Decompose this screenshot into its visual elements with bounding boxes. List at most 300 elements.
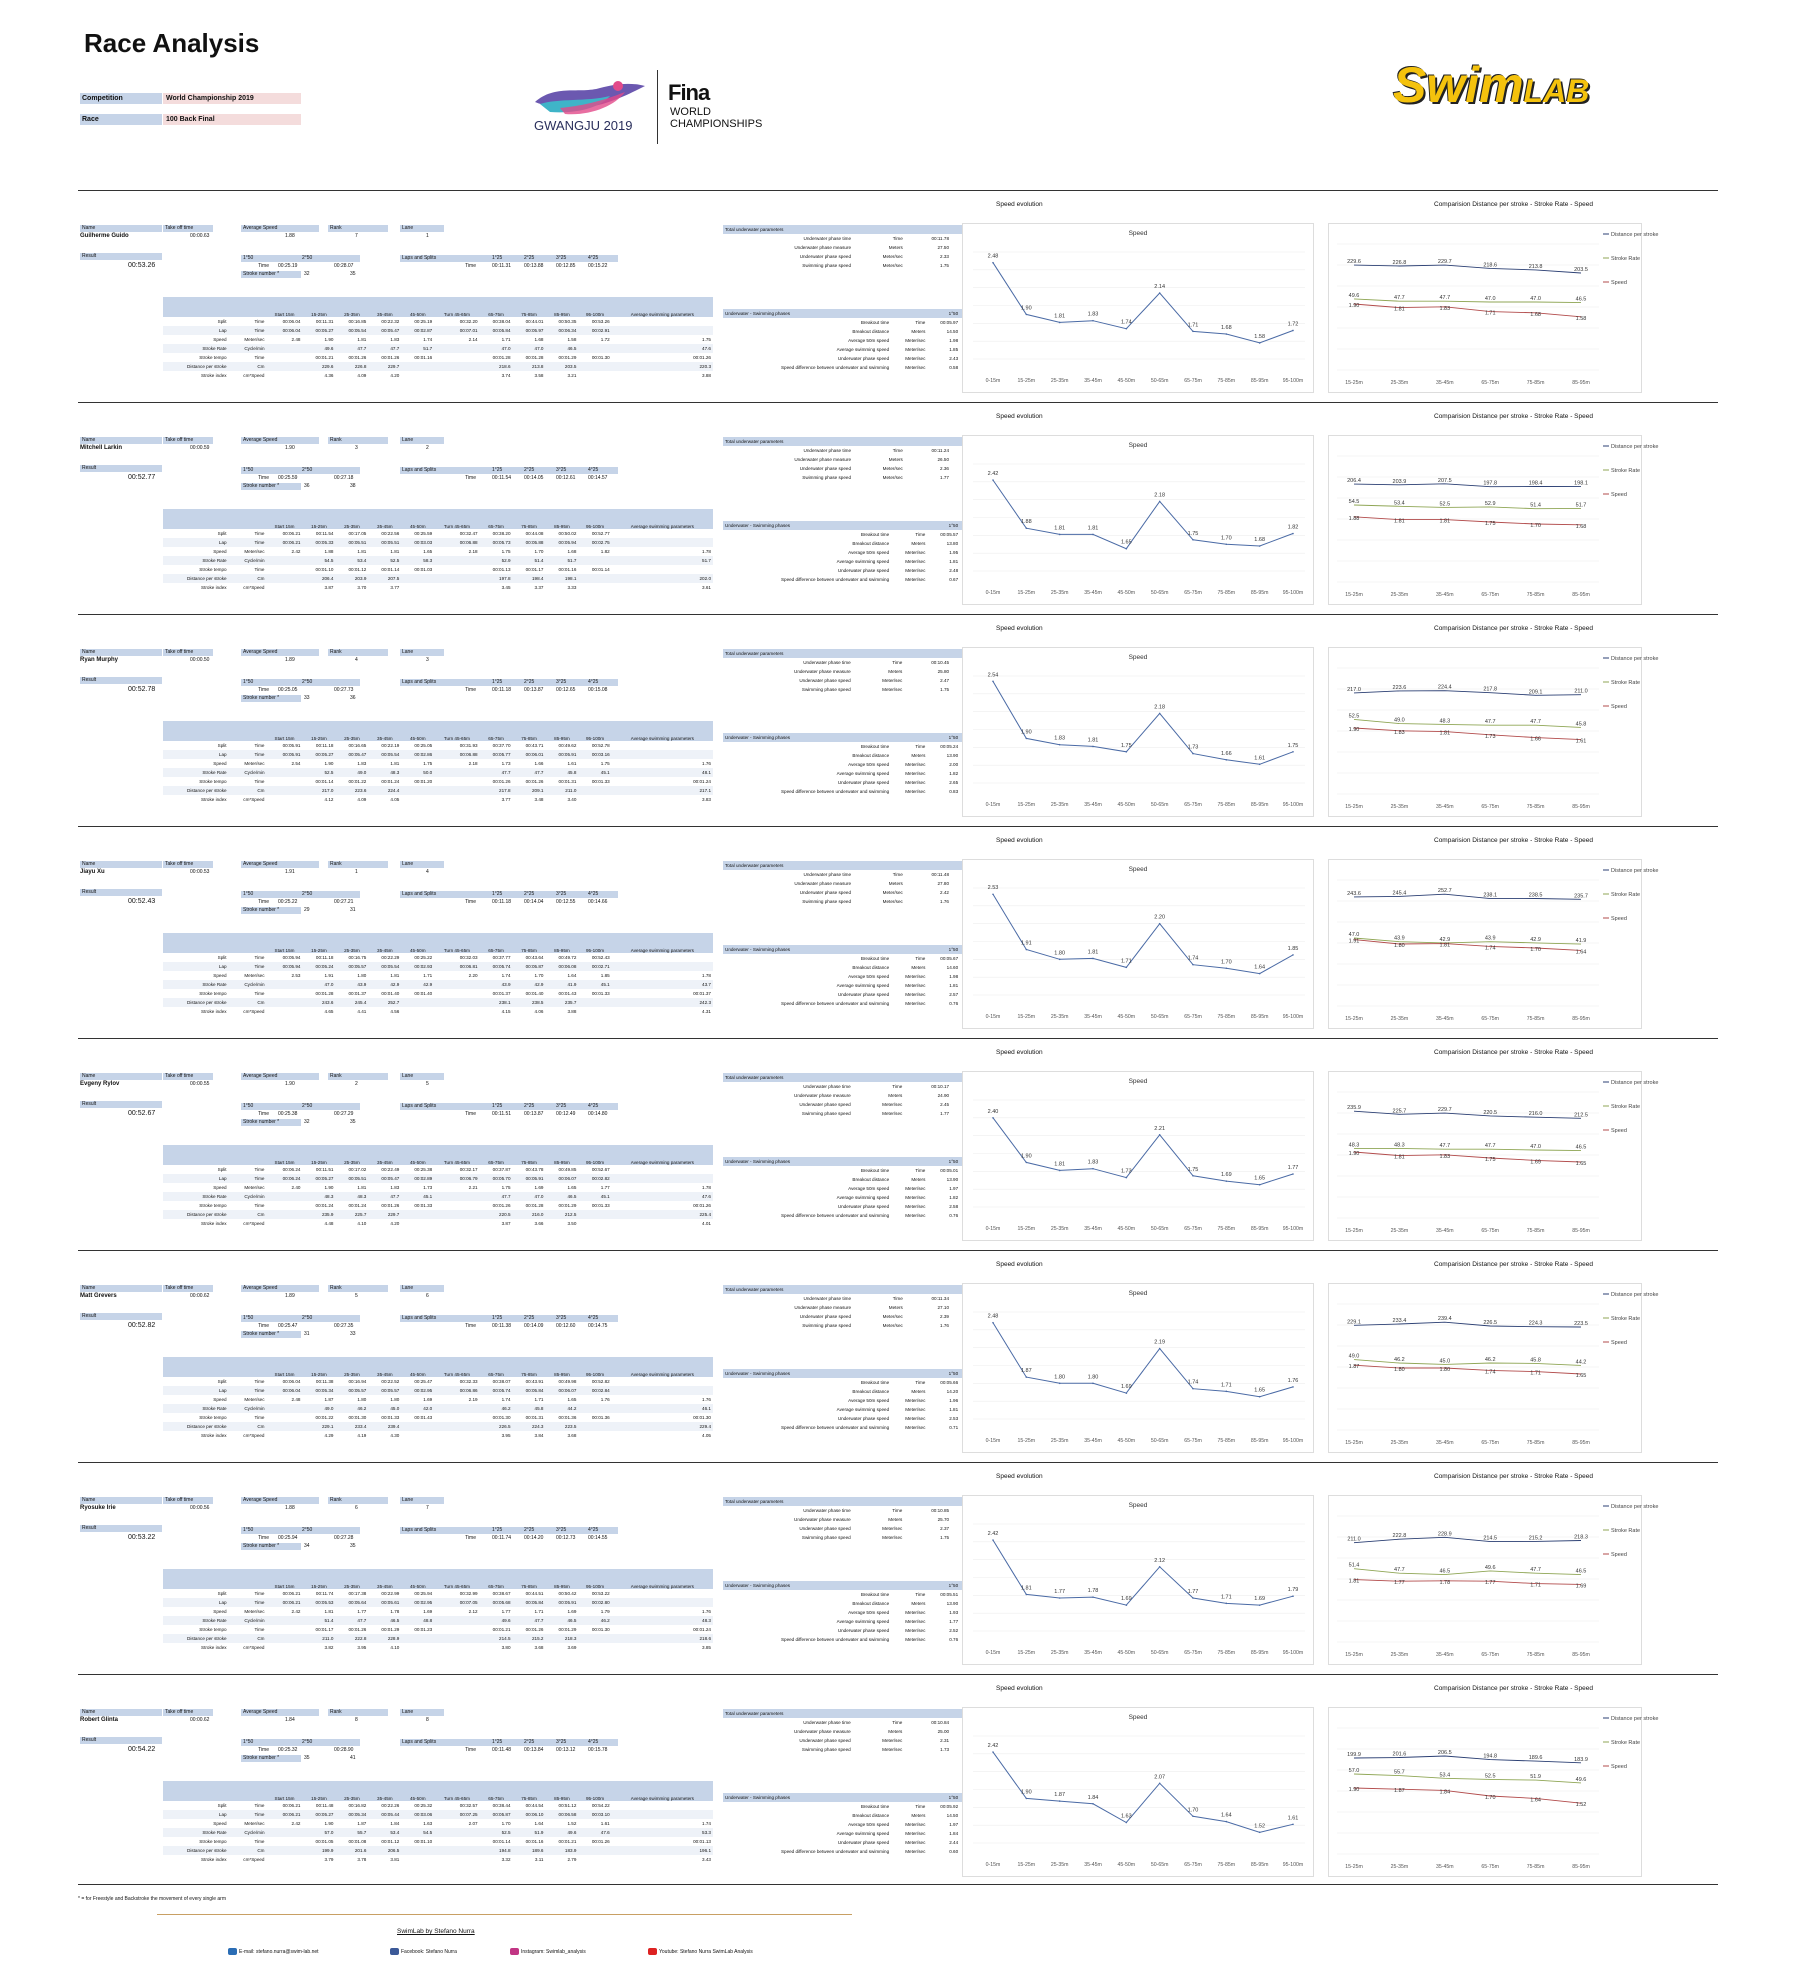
splits-cell: 46.5 bbox=[545, 1616, 578, 1625]
splits-cell bbox=[434, 556, 479, 565]
splits-cell: 51.4 bbox=[303, 1616, 336, 1625]
splits-cell bbox=[267, 1643, 303, 1652]
speed-point bbox=[1026, 1594, 1028, 1596]
underwater-unit: Meter/sec bbox=[882, 1323, 903, 1328]
splits-table bbox=[163, 1357, 713, 1440]
speed-point bbox=[1226, 333, 1228, 335]
avg-speed-value: 1.88 bbox=[285, 1505, 295, 1511]
splits-cell: 233.4 bbox=[335, 1422, 368, 1431]
speed-point bbox=[992, 681, 994, 683]
splits-cell: 42.9 bbox=[401, 980, 434, 989]
splits-cell: 1.81 bbox=[390, 973, 400, 978]
phases-row-label: Breakout distance bbox=[852, 965, 890, 970]
lane-value: 2 bbox=[426, 445, 429, 451]
speed2-data-label: 1.70 bbox=[1484, 1795, 1496, 1801]
splits-cell: 00:16.94 bbox=[348, 1379, 367, 1384]
speed-point bbox=[1259, 342, 1261, 344]
phases-row-label: Speed difference between underwater and swimming bbox=[780, 365, 890, 370]
splits-cell: 218.6 bbox=[480, 362, 513, 371]
speed-data-label: 1.70 bbox=[1187, 1807, 1199, 1814]
comparison-tick-label: 85-95m bbox=[1572, 1652, 1590, 1658]
splits-cell: 1.69 bbox=[567, 1609, 577, 1614]
takeoff-label: Take off time bbox=[163, 1709, 213, 1716]
speed-data-label: 1.75 bbox=[1287, 742, 1299, 749]
speed-tick-label: 15-25m bbox=[1017, 1650, 1036, 1656]
speed-tick-label: 35-45m bbox=[1084, 590, 1102, 596]
phases-unit: Meter/sec bbox=[905, 1213, 926, 1218]
underwater-row-label: Underwater phase measure bbox=[794, 457, 852, 462]
phases-row-label: Underwater phase speed bbox=[837, 1840, 890, 1845]
splits-cell: 1.80 bbox=[357, 1397, 367, 1402]
splits-cell: 00:01.29 bbox=[381, 1627, 400, 1632]
splits-row-label: Stroke index bbox=[201, 1009, 227, 1014]
speed2-data-label: 1.65 bbox=[1575, 1373, 1587, 1379]
quarter-time: 00:12.65 bbox=[556, 687, 576, 693]
splits-cell bbox=[267, 574, 303, 583]
splits-cell: 1.79 bbox=[600, 1609, 610, 1614]
phases-unit: Meters bbox=[911, 1813, 926, 1818]
splits-cell: 00:02.87 bbox=[401, 326, 434, 335]
youtube-icon bbox=[648, 1948, 657, 1955]
splits-cell: 00:50.42 bbox=[558, 1591, 577, 1596]
splits-unit: Time bbox=[254, 1839, 265, 1844]
phases-value: 00:05.97 bbox=[940, 320, 959, 325]
splits-row-label: Distance per stroke bbox=[163, 1210, 229, 1219]
splits-cell: 1.78 bbox=[702, 549, 711, 554]
dps-line bbox=[1354, 1111, 1581, 1118]
splits-cell: 00:05.84 bbox=[513, 1598, 546, 1607]
splits-cell: 1.65 bbox=[567, 1185, 577, 1190]
splits-cell: 1.70 bbox=[501, 1821, 511, 1826]
splits-table bbox=[163, 1145, 713, 1228]
speed-point bbox=[1192, 331, 1194, 333]
dps-data-label: 211.0 bbox=[1574, 688, 1588, 695]
phases-value: 2.58 bbox=[949, 1204, 959, 1209]
splits-cell: 00:01.21 bbox=[558, 1839, 577, 1844]
splits-cell: 198.1 bbox=[545, 574, 578, 583]
underwater-row-label: Underwater phase time bbox=[803, 1720, 851, 1725]
splits-col-header: 95-100m bbox=[578, 1145, 611, 1165]
stroke-rate-data-label: 47.7 bbox=[1394, 1567, 1405, 1574]
speed-data-label: 1.83 bbox=[1087, 1159, 1099, 1166]
splits-cell: 00:01.33 bbox=[591, 991, 610, 996]
splits-cell bbox=[401, 1846, 434, 1855]
splits-cell: 2.12 bbox=[468, 1609, 478, 1614]
splits-cell: 4.29 bbox=[324, 1433, 334, 1438]
quarter-label: 3°25 bbox=[554, 679, 586, 686]
phases-half1: 1°50 bbox=[927, 521, 960, 530]
splits-cell bbox=[612, 1810, 713, 1819]
laps-splits-label: Laps and Splits bbox=[400, 1527, 492, 1534]
speed-tick-label: 50-65m bbox=[1150, 1862, 1169, 1868]
splits-cell: 00:05.91 bbox=[267, 750, 303, 759]
phases-row-label: Breakout time bbox=[860, 532, 890, 537]
splits-row-label: Stroke index bbox=[201, 585, 227, 590]
speed-data-label: 1.61 bbox=[1254, 755, 1266, 762]
splits-cell: 00:11.18 bbox=[315, 955, 334, 960]
dps-data-label: 239.4 bbox=[1437, 1316, 1452, 1323]
speed-data-label: 2.42 bbox=[987, 1743, 999, 1750]
splits-cell: 00:01.17 bbox=[525, 567, 544, 572]
phases-unit: Meter/sec bbox=[905, 1822, 926, 1827]
splits-cell: 225.7 bbox=[335, 1210, 368, 1219]
splits-cell: 183.9 bbox=[545, 1846, 578, 1855]
result-value: 00:52.67 bbox=[128, 1110, 156, 1117]
half2-time: 00:27.35 bbox=[334, 1323, 354, 1329]
splits-cell: 1.87 bbox=[324, 1397, 334, 1402]
speed-point bbox=[1059, 1383, 1061, 1385]
phases-row-label: Underwater phase speed bbox=[837, 356, 890, 361]
underwater-unit: Meter/sec bbox=[882, 475, 903, 480]
splits-cell: 00:05.94 bbox=[267, 962, 303, 971]
splits-cell bbox=[401, 795, 434, 804]
lane-value: 5 bbox=[426, 1081, 429, 1087]
splits-cell: 00:32.57 bbox=[459, 1803, 478, 1808]
swimmer-name: Mitchell Larkin bbox=[80, 445, 123, 451]
splits-cell bbox=[578, 574, 611, 583]
splits-row-label: Stroke tempo bbox=[199, 1627, 227, 1632]
half2-strokes: 36 bbox=[350, 695, 356, 701]
splits-cell: 00:05.74 bbox=[480, 1386, 513, 1395]
phases-table bbox=[723, 1793, 993, 1856]
splits-cell: 00:01.10 bbox=[414, 1839, 433, 1844]
speed-chart bbox=[962, 435, 1314, 605]
splits-unit: Cm bbox=[229, 1210, 267, 1219]
speed-tick-label: 0-15m bbox=[985, 802, 1001, 808]
splits-cell: 1.83 bbox=[390, 1185, 400, 1190]
speed-tick-label: 75-85m bbox=[1217, 1862, 1236, 1868]
splits-cell: 00:32.03 bbox=[459, 955, 478, 960]
swimmer-section bbox=[78, 1038, 1718, 1249]
splits-cell: 214.5 bbox=[480, 1634, 513, 1643]
splits-cell bbox=[578, 1846, 611, 1855]
stroke-rate-data-label: 54.5 bbox=[1348, 499, 1360, 505]
speed-data-label: 2.48 bbox=[987, 253, 999, 260]
quarter-time: 00:12.73 bbox=[556, 1535, 576, 1541]
splits-cell: 51.7 bbox=[545, 556, 578, 565]
result-label: Result bbox=[80, 253, 162, 260]
splits-cell: 00:05.94 bbox=[545, 538, 578, 547]
dps-data-label: 225.7 bbox=[1392, 1108, 1407, 1115]
splits-cell: 47.7 bbox=[513, 1616, 546, 1625]
comparison-tick-label: 85-95m bbox=[1572, 1440, 1590, 1446]
underwater-row-label: Underwater phase measure bbox=[794, 1517, 851, 1522]
comparison-chart-svg bbox=[1329, 224, 1659, 392]
speed2-data-label: 1.71 bbox=[1484, 310, 1496, 317]
dps-line bbox=[1354, 265, 1581, 273]
comparison-tick-label: 85-95m bbox=[1572, 804, 1590, 810]
result-label: Result bbox=[80, 1101, 162, 1108]
speed-point bbox=[1292, 1173, 1294, 1175]
splits-unit: Time bbox=[229, 1598, 267, 1607]
swimmer-name: Matt Grevers bbox=[80, 1293, 117, 1299]
speed-tick-label: 15-25m bbox=[1017, 590, 1036, 596]
splits-cell: 00:01.14 bbox=[315, 779, 334, 784]
phases-value: 2.52 bbox=[949, 1628, 959, 1633]
splits-cell: 42.9 bbox=[513, 980, 546, 989]
speed2-data-label: 1.87 bbox=[1394, 1788, 1405, 1795]
splits-unit: Meter/sec bbox=[244, 1397, 265, 1402]
speed-data-label: 1.64 bbox=[1220, 1812, 1232, 1819]
stroke-rate-data-label: 46.5 bbox=[1439, 1568, 1451, 1575]
splits-cell bbox=[612, 1589, 713, 1598]
splits-cell: 4.48 bbox=[324, 1221, 334, 1226]
speed-point bbox=[1026, 1798, 1028, 1800]
splits-cell bbox=[434, 1846, 479, 1855]
speed-chart-title: Speed bbox=[1128, 866, 1148, 873]
quarter-time: 00:13.87 bbox=[524, 1111, 544, 1117]
phases-unit: Meter/sec bbox=[905, 762, 926, 767]
splits-cell: 00:11.38 bbox=[315, 1379, 334, 1384]
splits-cell: 52.5 bbox=[368, 556, 401, 565]
splits-cell: 58.3 bbox=[401, 556, 434, 565]
dps-data-label: 233.4 bbox=[1392, 1317, 1407, 1324]
phases-row-label: Average 50m speed bbox=[848, 1822, 890, 1827]
speed-point bbox=[1259, 1184, 1261, 1186]
splits-cell: 1.78 bbox=[702, 973, 711, 978]
lane-label: Lane bbox=[400, 649, 444, 656]
speed-evolution-title: Speed evolution bbox=[996, 625, 1043, 632]
phases-value: 1.96 bbox=[949, 1398, 959, 1403]
speed-data-label: 1.74 bbox=[1120, 319, 1132, 326]
splits-cell: 00:01.16 bbox=[525, 1839, 544, 1844]
speed-point bbox=[1092, 534, 1094, 536]
quarter-label: 4°25 bbox=[586, 1315, 618, 1322]
splits-cell: 41.9 bbox=[545, 980, 578, 989]
underwater-value: 25.70 bbox=[937, 1517, 950, 1522]
speed2-line bbox=[1354, 304, 1581, 317]
splits-cell bbox=[434, 371, 479, 380]
splits-cell: 00:05.91 bbox=[513, 1174, 546, 1183]
underwater-value: 2.31 bbox=[940, 1738, 950, 1743]
speed-data-label: 1.75 bbox=[1120, 742, 1132, 749]
phases-unit: Time bbox=[915, 320, 926, 325]
half2-strokes: 35 bbox=[350, 271, 356, 277]
footer-divider bbox=[157, 1914, 852, 1915]
name-label: Name bbox=[80, 225, 162, 232]
splits-cell: 00:25.94 bbox=[414, 1591, 433, 1596]
splits-cell: 00:06.10 bbox=[513, 1810, 546, 1819]
dps-data-label: 189.6 bbox=[1528, 1755, 1543, 1762]
splits-unit: Cycle/min bbox=[229, 556, 267, 565]
half1-strokes: 32 bbox=[304, 1119, 310, 1125]
half1-strokes: 35 bbox=[304, 1755, 310, 1761]
splits-unit: Time bbox=[254, 779, 265, 784]
splits-cell: 4.19 bbox=[357, 1433, 367, 1438]
splits-cell: 00:06.21 bbox=[282, 1803, 301, 1808]
underwater-value: 2.33 bbox=[940, 254, 949, 259]
splits-unit-corner bbox=[229, 1145, 267, 1165]
speed-tick-label: 50-65m bbox=[1150, 1014, 1169, 1020]
dps-data-label: 183.9 bbox=[1574, 1756, 1588, 1763]
laps-splits-label: Laps and Splits bbox=[400, 1103, 492, 1110]
splits-cell bbox=[434, 583, 479, 592]
competition-label: Competition bbox=[80, 93, 162, 104]
underwater-unit: Time bbox=[892, 660, 903, 665]
speed-data-label: 1.90 bbox=[1020, 1153, 1032, 1160]
phases-unit: Meter/sec bbox=[905, 1840, 926, 1845]
splits-row-label: Speed bbox=[213, 1609, 227, 1614]
underwater-table bbox=[723, 861, 993, 906]
speed-data-label: 2.42 bbox=[987, 1531, 999, 1538]
time-label: Time bbox=[465, 1747, 476, 1753]
splits-cell: 4.05 bbox=[702, 1433, 711, 1438]
splits-cell bbox=[612, 317, 713, 326]
splits-cell: 2.18 bbox=[468, 761, 478, 766]
underwater-unit: Meter/sec bbox=[882, 1738, 903, 1743]
underwater-value: 2.39 bbox=[940, 1314, 949, 1319]
contact-item bbox=[390, 1948, 457, 1955]
dps-data-label: 206.5 bbox=[1437, 1750, 1452, 1757]
comparison-chart bbox=[1328, 1707, 1659, 1877]
underwater-value: 00:11.34 bbox=[931, 1296, 949, 1301]
speed-point bbox=[1092, 1596, 1094, 1598]
splits-unit: cm*Speed bbox=[243, 1857, 265, 1862]
stroke-rate-data-label: 45.0 bbox=[1439, 1358, 1451, 1365]
speed-point bbox=[1092, 1803, 1094, 1805]
quarter-label: 1°25 bbox=[490, 255, 522, 262]
splits-cell: 2.42 bbox=[291, 1821, 301, 1826]
splits-cell: 00:17.05 bbox=[348, 531, 367, 536]
speed2-data-label: 1.64 bbox=[1575, 949, 1587, 956]
speed-point bbox=[992, 262, 994, 264]
speed-data-label: 1.85 bbox=[1287, 945, 1299, 952]
phases-unit: Meter/sec bbox=[905, 1628, 926, 1633]
underwater-unit: Time bbox=[892, 1296, 903, 1301]
splits-cell: 207.5 bbox=[368, 574, 401, 583]
splits-unit: Time bbox=[254, 991, 265, 996]
splits-cell: 00:11.74 bbox=[315, 1591, 334, 1596]
splits-cell: 00:05.87 bbox=[480, 1810, 513, 1819]
phases-value: 1.84 bbox=[949, 1831, 959, 1836]
rank-label: Rank bbox=[328, 1497, 388, 1504]
phases-unit: Meter/sec bbox=[905, 1204, 926, 1209]
splits-cell: 1.70 bbox=[534, 549, 544, 554]
splits-unit: Time bbox=[229, 1174, 267, 1183]
stroke-rate-line bbox=[1354, 299, 1581, 303]
half2-label: 2°50 bbox=[300, 1103, 360, 1110]
comparison-tick-label: 25-35m bbox=[1390, 1864, 1409, 1870]
comparison-chart bbox=[1328, 223, 1659, 393]
rank-label: Rank bbox=[328, 1709, 388, 1716]
speed-chart-svg bbox=[963, 860, 1313, 1028]
phases-unit: Meter/sec bbox=[905, 1610, 926, 1615]
contact-text: E-mail: stefano.nurra@swim-lab.net bbox=[239, 1948, 319, 1955]
underwater-row-label: Swimming phase speed bbox=[802, 1323, 852, 1328]
splits-corner bbox=[163, 1145, 229, 1165]
splits-cell bbox=[434, 1837, 479, 1846]
splits-cell: 47.7 bbox=[368, 344, 401, 353]
splits-col-header: 75-85m bbox=[513, 721, 546, 741]
time-label: Time bbox=[258, 1111, 269, 1117]
avg-speed-value: 1.91 bbox=[285, 869, 295, 875]
splits-cell: 00:22.29 bbox=[381, 955, 400, 960]
phases-row-label: Breakout distance bbox=[852, 541, 890, 546]
splits-cell: 1.80 bbox=[357, 973, 367, 978]
underwater-unit: Meter/sec bbox=[882, 1747, 903, 1752]
swimmer-name: Ryan Murphy bbox=[80, 657, 119, 663]
splits-cell: 217.1 bbox=[612, 786, 713, 795]
stroke-rate-data-label: 45.8 bbox=[1575, 721, 1587, 728]
splits-cell: 3.95 bbox=[357, 1645, 367, 1650]
splits-cell: 1.69 bbox=[534, 1185, 544, 1190]
speed-data-label: 1.71 bbox=[1220, 1594, 1232, 1601]
splits-cell: 00:05.57 bbox=[335, 1386, 368, 1395]
splits-cell: 1.73 bbox=[423, 1185, 433, 1190]
speed-chart-title: Speed bbox=[1128, 654, 1148, 661]
half1-time: 00:25.59 bbox=[278, 475, 298, 481]
stroke-rate-data-label: 43.9 bbox=[1394, 935, 1405, 942]
quarter-time: 00:15.78 bbox=[588, 1747, 608, 1753]
splits-cell: 3.37 bbox=[534, 585, 544, 590]
speed2-data-label: 1.64 bbox=[1530, 1797, 1541, 1804]
speed-data-label: 1.75 bbox=[1187, 530, 1199, 537]
speed2-data-label: 1.75 bbox=[1484, 521, 1496, 527]
splits-cell: 242.3 bbox=[612, 998, 713, 1007]
speed-data-label: 1.78 bbox=[1087, 1588, 1099, 1595]
splits-cell: 00:38.20 bbox=[492, 531, 511, 536]
speed-point bbox=[1226, 1603, 1228, 1605]
phases-row-label: Underwater phase speed bbox=[837, 1416, 890, 1421]
splits-cell: 218.3 bbox=[545, 1634, 578, 1643]
speed2-data-label: 1.73 bbox=[1484, 733, 1496, 740]
phases-header: Underwater - Swimming phases bbox=[723, 1369, 927, 1378]
splits-cell bbox=[401, 1210, 434, 1219]
speed-point bbox=[1126, 548, 1128, 550]
splits-cell: 1.73 bbox=[501, 761, 511, 766]
splits-cell: 1.58 bbox=[567, 337, 577, 342]
takeoff-label: Take off time bbox=[163, 1497, 213, 1504]
speed-series-line bbox=[993, 480, 1293, 549]
phases-unit: Meter/sec bbox=[905, 1001, 926, 1006]
speed-chart-title: Speed bbox=[1128, 1290, 1148, 1297]
splits-cell: 00:01.33 bbox=[414, 1203, 433, 1208]
speed-data-label: 1.61 bbox=[1287, 1815, 1299, 1822]
splits-unit: Cm bbox=[229, 362, 267, 371]
splits-cell: 00:01.16 bbox=[414, 355, 433, 360]
splits-cell bbox=[401, 1422, 434, 1431]
splits-unit: Cm bbox=[229, 574, 267, 583]
stroke-rate-data-label: 47.7 bbox=[1530, 719, 1541, 726]
splits-cell bbox=[267, 556, 303, 565]
avg-speed-value: 1.84 bbox=[285, 1717, 295, 1723]
speed2-data-label: 1.61 bbox=[1575, 738, 1587, 745]
quarter-label: 2°25 bbox=[522, 891, 554, 898]
splits-cell bbox=[612, 741, 713, 750]
splits-cell: 00:02.86 bbox=[401, 750, 434, 759]
quarter-label: 2°25 bbox=[522, 255, 554, 262]
splits-col-header: 15-25m bbox=[303, 1781, 336, 1801]
speed-point bbox=[1259, 545, 1261, 547]
splits-cell: 00:16.65 bbox=[348, 743, 367, 748]
phases-table bbox=[723, 1157, 993, 1220]
stroke-rate-data-label: 49.0 bbox=[1348, 1353, 1360, 1360]
splits-cell bbox=[267, 344, 303, 353]
splits-unit: cm*Speed bbox=[243, 1645, 265, 1650]
stroke-number-label: Stroke number * bbox=[241, 271, 301, 278]
splits-cell: 47.7 bbox=[335, 344, 368, 353]
splits-cell: 00:01.23 bbox=[414, 1627, 433, 1632]
stroke-rate-data-label: 43.9 bbox=[1484, 935, 1496, 942]
splits-col-header: 65-75m bbox=[480, 1145, 513, 1165]
speed-tick-label: 45-50m bbox=[1117, 802, 1136, 808]
speed-data-label: 2.12 bbox=[1154, 1557, 1166, 1564]
splits-col-header: Turn 45-65m bbox=[434, 509, 479, 529]
speed-chart-title: Speed bbox=[1128, 230, 1148, 237]
speed-data-label: 2.19 bbox=[1154, 1339, 1166, 1346]
splits-cell: 00:22.32 bbox=[381, 319, 400, 324]
splits-cell: 00:06.24 bbox=[267, 1174, 303, 1183]
